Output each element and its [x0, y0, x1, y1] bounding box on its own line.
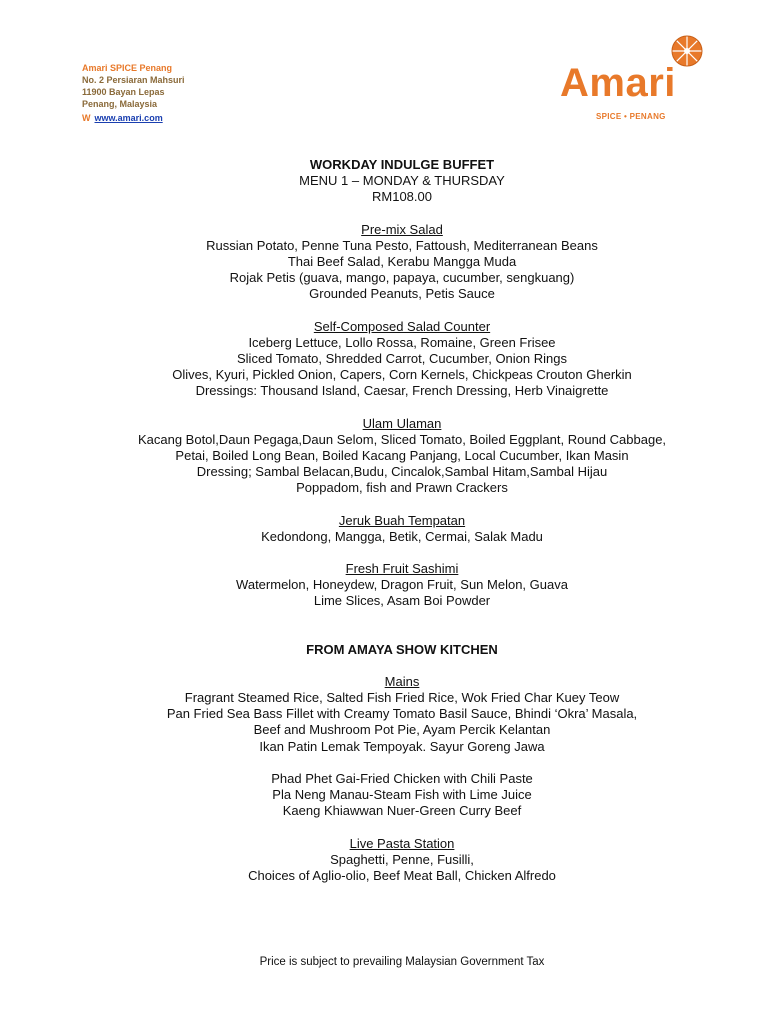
menu-line: Watermelon, Honeydew, Dragon Fruit, Sun Melon, Guava [236, 577, 568, 593]
menu-line: Spaghetti, Penne, Fusilli, [330, 851, 474, 867]
section-heading: Fresh Fruit Sashimi [345, 561, 459, 577]
menu-line: Olives, Kyuri, Pickled Onion, Capers, Corn Kernels, Chickpeas Crouton Gherkin [172, 367, 632, 383]
menu-line: Pan Fried Sea Bass Fillet with Creamy Tomato Basil Sauce, Bhindi ‘Okra’ Masala, [166, 706, 638, 722]
section-heading: Ulam Ulaman [362, 415, 442, 431]
menu-line: Thai Beef Salad, Kerabu Mangga Muda [287, 254, 517, 270]
menu-line: Fragrant Steamed Rice, Salted Fish Fried Rice, Wok Fried Char Kuey Teow [184, 690, 620, 706]
logo-tagline: SPICE • PENANG [596, 112, 666, 121]
website-row [82, 112, 185, 124]
website-prefix: W [82, 113, 91, 123]
tax-footnote: Price is subject to prevailing Malaysian Government Tax [259, 956, 545, 968]
hotel-name: Amari SPICE Penang [82, 63, 173, 73]
amari-logo [560, 34, 710, 124]
menu-subtitle: MENU 1 – MONDAY & THURSDAY [299, 173, 505, 189]
menu-line: Kedondong, Mangga, Betik, Cermai, Salak Madu [261, 528, 543, 544]
menu-line: Lime Slices, Asam Boi Powder [313, 593, 491, 609]
address-line-2: 11900 Bayan Lepas [82, 87, 165, 97]
menu-line: Choices of Aglio-olio, Beef Meat Ball, Chicken Alfredo [248, 867, 556, 883]
address-line-1: No. 2 Persiaran Mahsuri [82, 75, 185, 85]
menu-line: Poppadom, fish and Prawn Crackers [296, 480, 508, 496]
menu-line: Beef and Mushroom Pot Pie, Ayam Percik Kelantan [253, 722, 551, 738]
parasol-icon [670, 34, 704, 68]
menu-price: RM108.00 [372, 189, 432, 205]
menu-line: Pla Neng Manau-Steam Fish with Lime Juice [272, 787, 532, 803]
menu-line: Petai, Boiled Long Bean, Boiled Kacang Panjang, Local Cucumber, Ikan Masin [175, 448, 629, 464]
menu-line: Russian Potato, Penne Tuna Pesto, Fattoush, Mediterranean Beans [206, 237, 598, 253]
website-link[interactable]: www.amari.com [94, 113, 163, 123]
menu-line: Dressings: Thousand Island, Caesar, French Dressing, Herb Vinaigrette [195, 383, 609, 399]
hotel-address-block [82, 62, 185, 124]
section-heading-pasta: Live Pasta Station [349, 835, 455, 851]
menu-title: WORKDAY INDULGE BUFFET [309, 157, 495, 172]
buffet-menu [0, 157, 768, 884]
address-line-3: Penang, Malaysia [82, 99, 158, 109]
section-heading: Pre-mix Salad [361, 221, 443, 237]
menu-line: Phad Phet Gai-Fried Chicken with Chili Paste [271, 770, 533, 786]
menu-line: Rojak Petis (guava, mango, papaya, cucumber, sengkuang) [229, 270, 575, 286]
section-heading: Self-Composed Salad Counter [313, 318, 491, 334]
menu-line: Dressing; Sambal Belacan,Budu, Cincalok,Sambal Hitam,Sambal Hijau [196, 464, 608, 480]
menu-line: Iceberg Lettuce, Lollo Rossa, Romaine, Green Frisee [248, 334, 556, 350]
section-heading: Jeruk Buah Tempatan [338, 512, 466, 528]
section-heading-mains: Mains [384, 673, 420, 689]
menu-line: Kacang Botol,Daun Pegaga,Daun Selom, Sliced Tomato, Boiled Eggplant, Round Cabbage, [137, 431, 667, 447]
menu-line: Grounded Peanuts, Petis Sauce [309, 286, 495, 302]
logo-wordmark: Amari [560, 61, 676, 105]
menu-line: Ikan Patin Lemak Tempoyak. Sayur Goreng Jawa [259, 738, 545, 754]
kitchen-title: FROM AMAYA SHOW KITCHEN [306, 641, 498, 657]
menu-line: Kaeng Khiawwan Nuer-Green Curry Beef [282, 803, 522, 819]
menu-line: Sliced Tomato, Shredded Carrot, Cucumber, Onion Rings [237, 351, 567, 367]
